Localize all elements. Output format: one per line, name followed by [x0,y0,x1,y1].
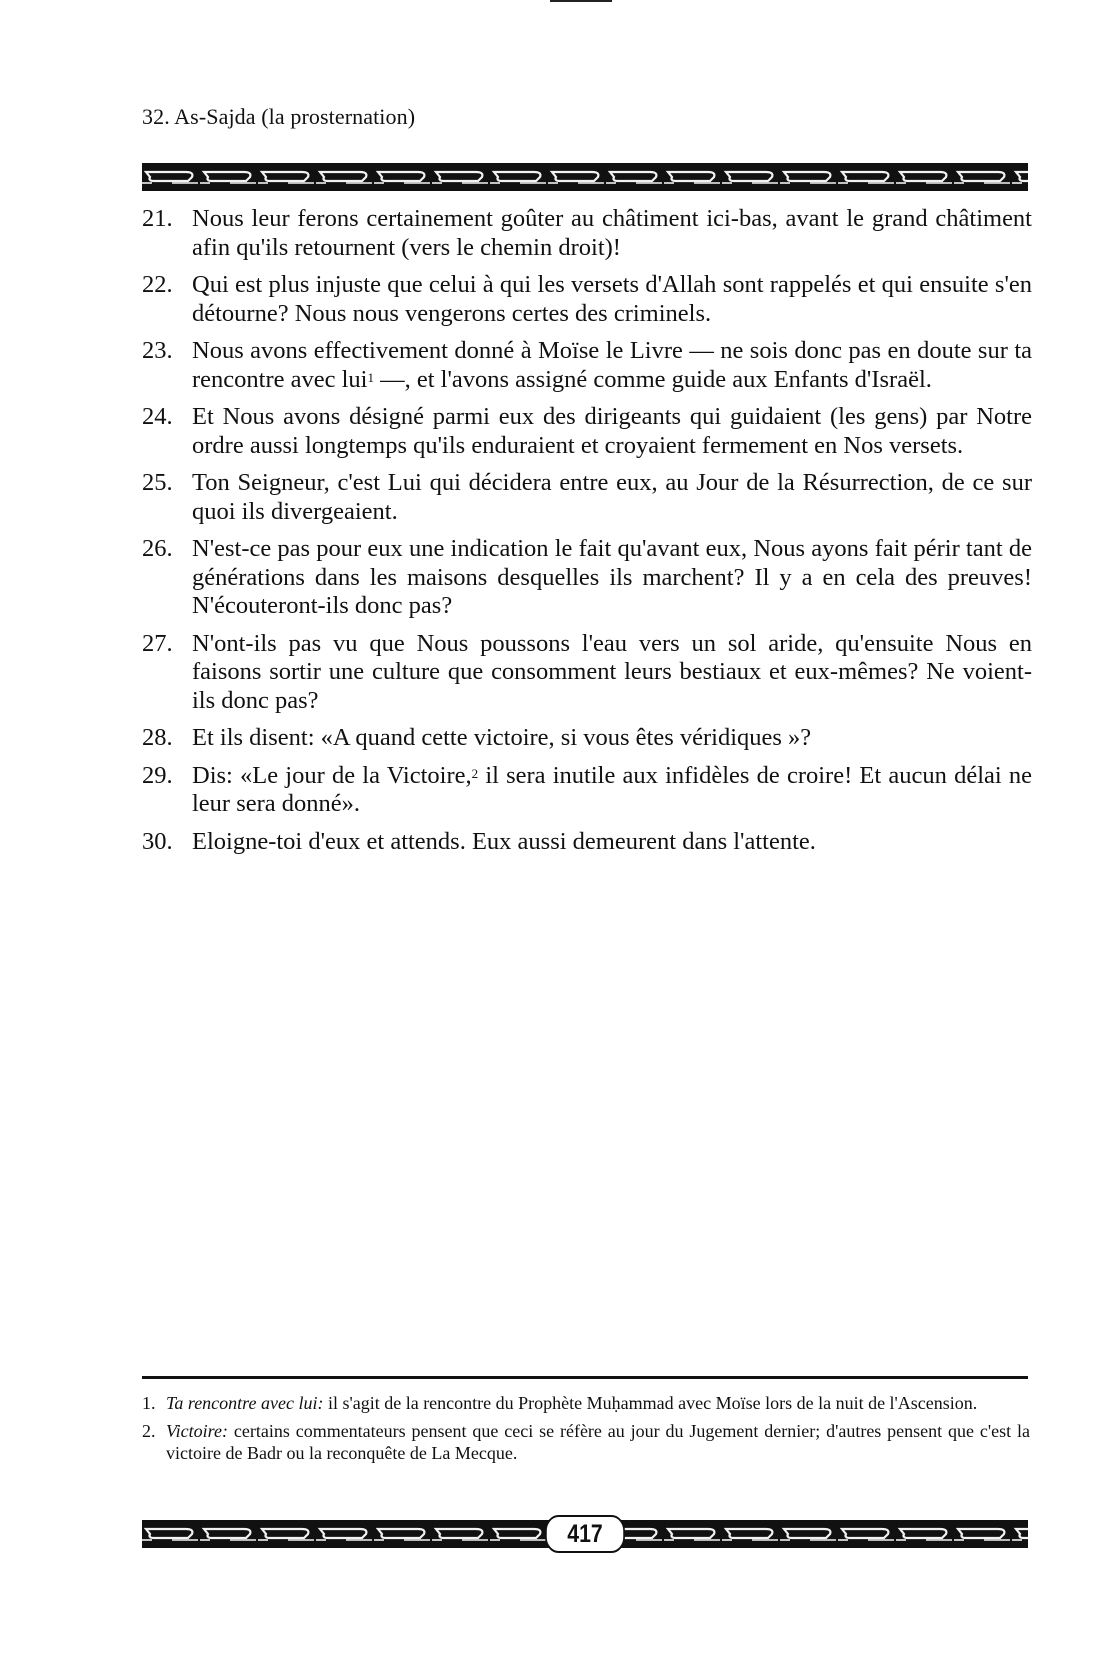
verse-text: Et Nous avons désigné parmi eux des dirigeants qui guidaient (les gens) par Notre ordre aussi longtemps qu'ils enduraient et croyaient fermement en Nos versets. [192,403,1032,459]
verse-item [142,630,1032,716]
verse-item [142,403,1032,460]
footnote-term: Ta rencontre avec lui: [166,1393,324,1413]
verse-text-part: Nous avons effectivement donné à Moïse le Livre — ne sois donc pas en doute sur ta rencontre avec lui [192,337,1032,393]
verse-number: 23. [142,337,173,364]
page-number: 417 [545,1515,625,1553]
verse-text-part: —, et l'avons assigné comme guide aux Enfants d'Israël. [373,365,932,393]
verse-text: Qui est plus injuste que celui à qui les versets d'Allah sont rappelés et qui ensuite s'en détourne? Nous nous vengerons certes des criminels. [192,271,1032,327]
ornamental-band-top [142,163,1028,191]
verse-number: 28. [142,724,173,751]
footnote-term: Victoire: [166,1421,228,1441]
verse-text-part: Dis: «Le jour de la Victoire, [192,761,472,789]
footnote-number: 1. [142,1393,156,1413]
verse-text: Nous leur ferons certainement goûter au châtiment ici-bas, avant le grand châtiment afin qu'ils retournent (vers le chemin droit)! [192,205,1032,261]
verse-text: Eloigne-toi d'eux et attends. Eux aussi demeurent dans l'attente. [192,827,816,855]
verse-item [142,337,1032,394]
verse-text [192,762,1032,818]
verse-text: Ton Seigneur, c'est Lui qui décidera entre eux, au Jour de la Résurrection, de ce sur quoi ils divergeaient. [192,469,1032,525]
verse-number: 25. [142,469,173,496]
verse-number: 21. [142,205,173,232]
verse-number: 26. [142,535,173,562]
footnote-divider [142,1376,1028,1379]
verse-item [142,469,1032,526]
footnote-list [142,1392,1030,1470]
verse-item [142,205,1032,262]
verse-text: Et ils disent: «A quand cette victoire, si vous êtes véridiques »? [192,724,812,751]
verse-text: N'est-ce pas pour eux une indication le fait qu'avant eux, Nous ayons fait périr tant de générations dans les maisons desquelles ils marchent? Il y a en cela des preuves! N'écouteront-ils donc pas? [192,535,1032,619]
footnote-item [142,1392,1030,1414]
verse-text-part: il sera inutile aux infidèles de croire! Et aucun délai ne leur sera donné». [192,761,1032,817]
top-rule [550,0,612,2]
verse-number: 22. [142,271,173,298]
footnote-text: il s'agit de la rencontre du Prophète Muḥammad avec Moïse lors de la nuit de l'Ascension. [323,1393,978,1413]
chain-ornament-icon [142,163,1028,191]
running-title: 32. As-Sajda (la prosternation) [142,104,416,129]
verse-item [142,762,1032,819]
footnote-text: certains commentateurs pensent que ceci se réfère au jour du Jugement dernier; d'autres pensent que c'est la victoire de Badr ou la reconquête de La Mecque. [166,1421,1030,1463]
verse-item [142,828,1032,857]
footnote-reference: 2 [471,765,479,781]
footnote-reference: 1 [367,369,374,385]
footnote-item [142,1420,1030,1464]
verse-text: N'ont-ils pas vu que Nous poussons l'eau vers un sol aride, qu'ensuite Nous en faisons sortir une culture que consomment leurs bestiaux et eux-mêmes? Ne voient-ils donc pas? [192,629,1032,714]
verse-number: 29. [142,761,173,789]
verse-text [192,337,1032,393]
verse-item [142,724,1032,753]
verse-item [142,271,1032,328]
verse-item [142,535,1032,621]
footnote-number: 2. [142,1421,156,1441]
verse-number: 24. [142,403,173,430]
verse-number: 27. [142,629,173,657]
verse-number: 30. [142,827,173,855]
verse-list [142,205,1032,865]
